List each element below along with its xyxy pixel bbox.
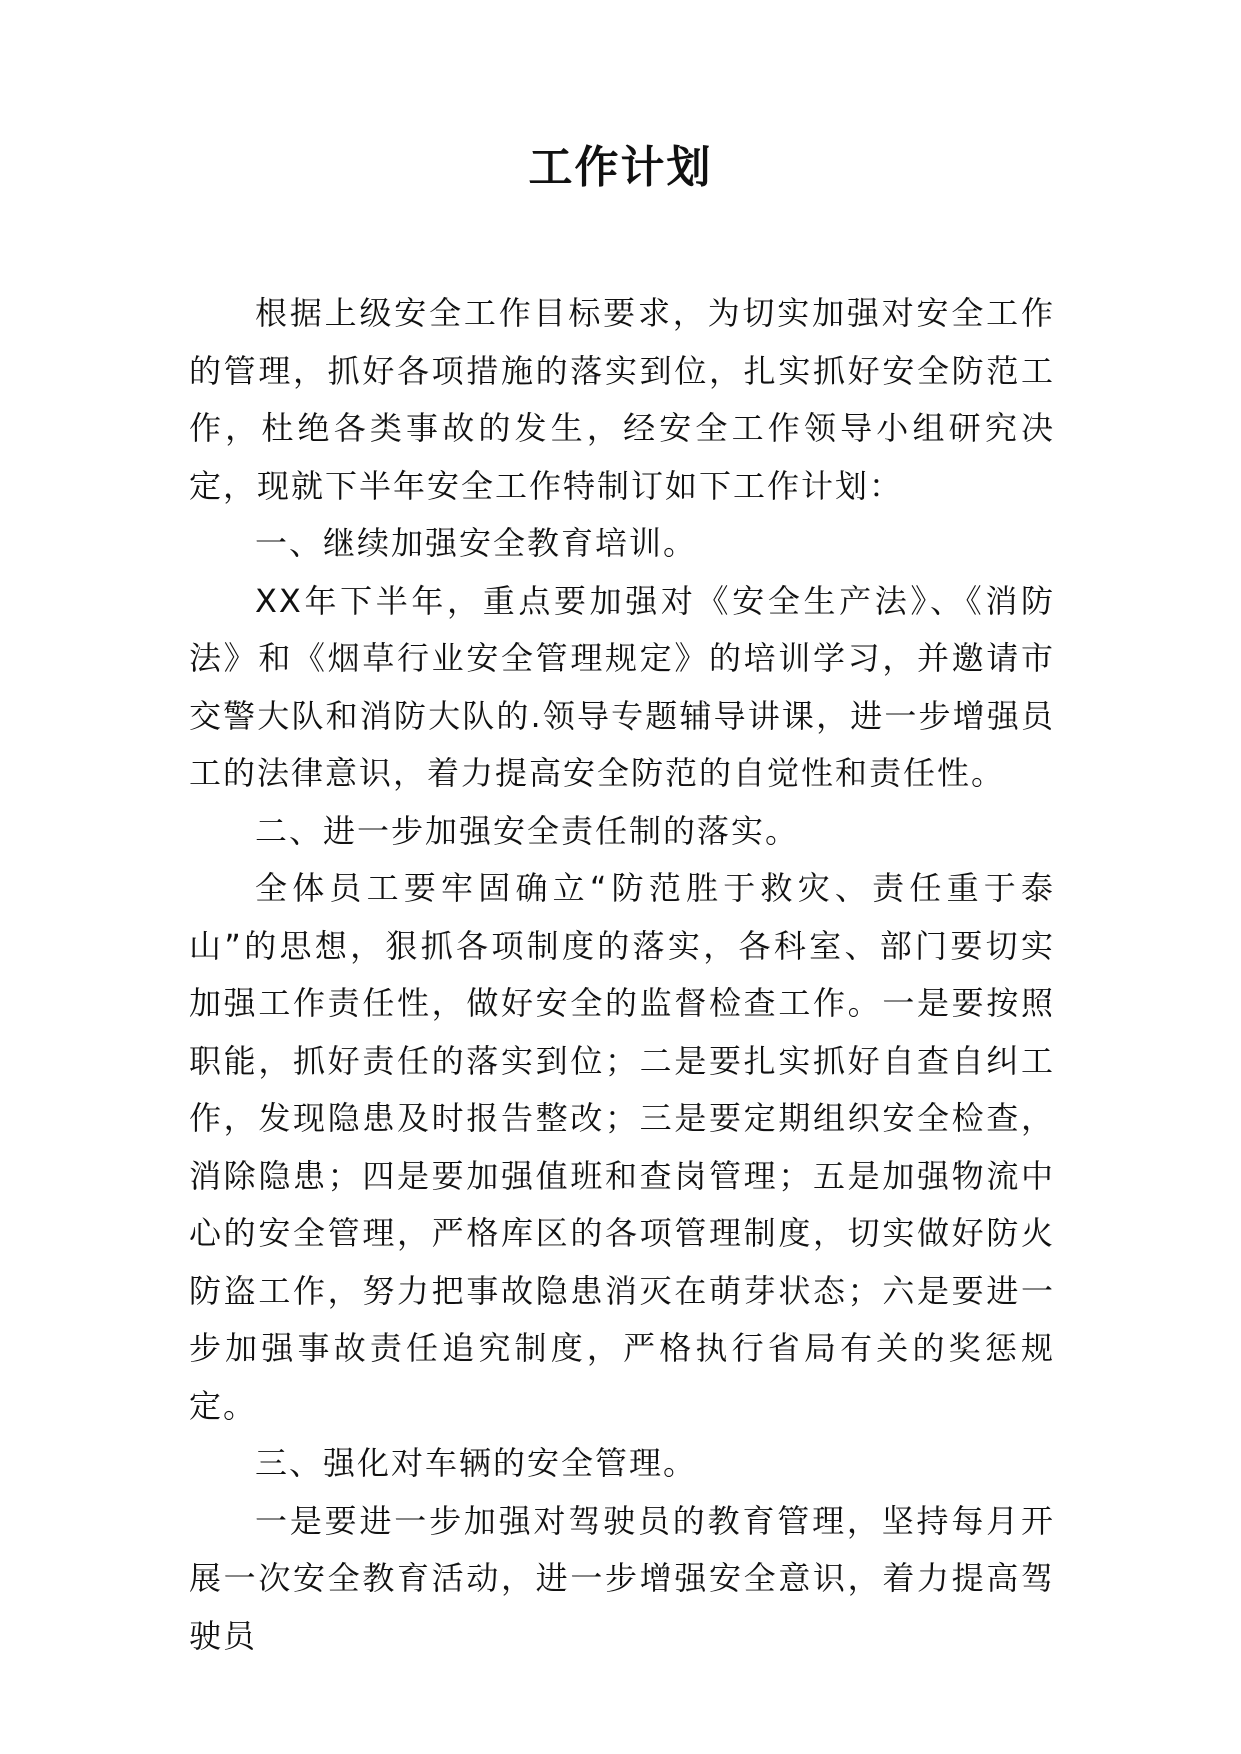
section-heading-1: 一、继续加强安全教育培训。: [255, 524, 698, 562]
paragraph-section-2: 全体员工要牢固确立“防范胜于救灾、责任重于泰山”的思想，狠抓各项制度的落实，各科室、部门要切实加强工作责任性，做好安全的监督检查工作。一是要按照职能，抓好责任的落实到位；二是要扎实抓好自查自纠工作，发现隐患及时报告整改；三是要定期组织安全检查，消除隐患；四是要加强值班和查岗管理；五是加强物流中心的安全管理，严格库区的各项管理制度，切实做好防火防盗工作，努力把事故隐患消灭在萌芽状态；六是要进一步加强事故责任追究制度，严格执行省局有关的奖惩规定。: [189, 869, 1055, 1425]
section-heading-3: 三、强化对车辆的安全管理。: [255, 1444, 698, 1482]
document-body: [189, 285, 1055, 1665]
paragraph-section-3: 一是要进一步加强对驾驶员的教育管理，坚持每月开展一次安全教育活动，进一步增强安全意识，着力提高驾驶员: [189, 1501, 1055, 1655]
paragraph-section-1: XX年下半年，重点要加强对《安全生产法》、《消防法》和《烟草行业安全管理规定》的培训学习，并邀请市交警大队和消防大队的.领导专题辅导讲课，进一步增强员工的法律意识，着力提高安全防范的自觉性和责任性。: [189, 581, 1055, 792]
document-title: 工作计划: [528, 142, 713, 193]
section-heading-2: 二、进一步加强安全责任制的落实。: [255, 811, 800, 850]
paragraph-intro: 根据上级安全工作目标要求，为切实加强对安全工作的管理，抓好各项措施的落实到位，扎实抓好安全防范工作，杜绝各类事故的发生，经安全工作领导小组研究决定，现就下半年安全工作特制订如下工作计划：: [189, 294, 1055, 505]
